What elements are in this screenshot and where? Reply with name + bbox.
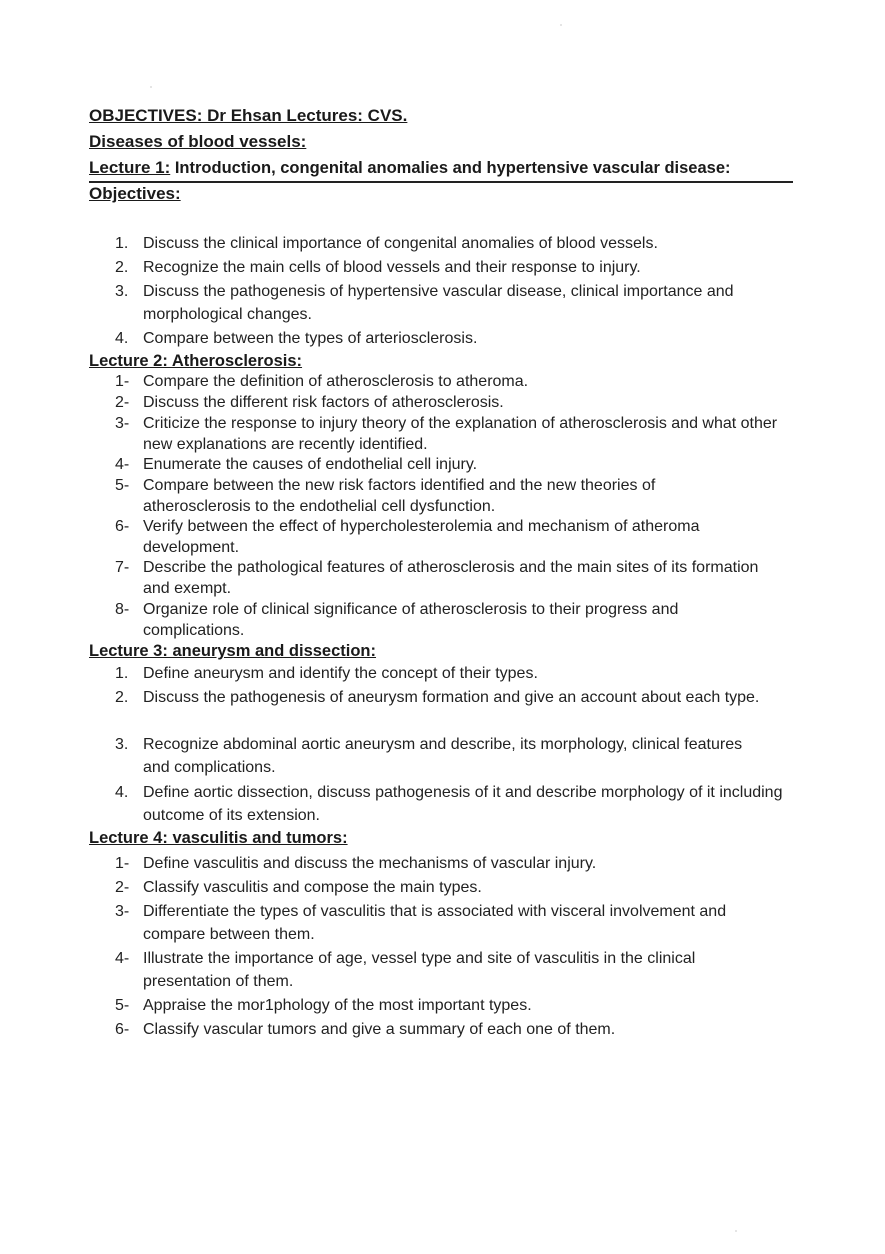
item-number: 4. [115,330,129,347]
item-text: Classify vasculitis and compose the main types. [143,879,482,896]
item-text: Discuss the pathogenesis of hypertensive vascular disease, clinical importance and morphological changes. [143,283,734,323]
item-text: Criticize the response to injury theory of the explanation of atherosclerosis and what other new explanations are recently identified. [143,415,778,453]
item-number: 2. [115,689,129,706]
item-number: 1- [115,855,130,872]
item-text: Discuss the different risk factors of atherosclerosis. [143,394,504,411]
item-number: 1- [115,373,130,390]
item-text: Enumerate the causes of endothelial cell injury. [143,456,478,473]
item-number: 2. [115,259,129,276]
item-number: 3. [115,736,129,753]
item-number: 1. [115,235,129,252]
item-text: Compare between the new risk factors identified and the new theories of atherosclerosis to the endothelial cell dysfunction. [143,477,656,515]
item-text: Discuss the pathogenesis of aneurysm formation and give an account about each type. [143,689,760,706]
lecture-1-heading [89,158,731,178]
item-text: Differentiate the types of vasculitis that is associated with visceral involvement and compare between them. [143,903,727,943]
objectives-label: Objectives: [89,184,181,203]
item-text: Classify vascular tumors and give a summary of each one of them. [143,1021,616,1038]
lecture-3-heading: Lecture 3: aneurysm and dissection: [89,642,377,660]
scan-speck [735,1230,737,1232]
item-text: Discuss the clinical importance of congenital anomalies of blood vessels. [143,235,658,252]
item-number: 2- [115,879,130,896]
item-text: Define vasculitis and discuss the mechanisms of vascular injury. [143,855,597,872]
document-title: OBJECTIVES: Dr Ehsan Lectures: CVS. [89,106,408,125]
lecture-1-label: Lecture 1: [89,158,171,177]
document-subtitle: Diseases of blood vessels: [89,132,307,151]
item-text: Illustrate the importance of age, vessel type and site of vasculitis in the clinical presentation of them. [143,950,696,990]
item-number: 3- [115,903,130,920]
item-text: Define aortic dissection, discuss pathogenesis of it and describe morphology of it including outcome of its extension. [143,784,783,824]
item-text: Verify between the effect of hypercholesterolemia and mechanism of atheroma development. [143,518,700,556]
item-text: Compare the definition of atherosclerosis to atheroma. [143,373,529,390]
item-text: Organize role of clinical significance of atherosclerosis to their progress and complications. [143,601,679,639]
item-number: 7- [115,559,130,576]
item-number: 6- [115,518,130,535]
heading-underline-rule [89,181,793,183]
item-text: Compare between the types of arteriosclerosis. [143,330,478,347]
item-text: Appraise the mor1phology of the most important types. [143,997,532,1014]
item-text: Define aneurysm and identify the concept of their types. [143,665,538,682]
scan-speck [150,86,152,88]
item-number: 5- [115,477,130,494]
lecture-1-title: Introduction, congenital anomalies and hypertensive vascular disease: [170,159,731,177]
item-number: 3. [115,283,129,300]
item-text: Describe the pathological features of atherosclerosis and the main sites of its formation and exempt. [143,559,759,597]
scan-speck [560,24,562,26]
lecture-4-heading: Lecture 4: vasculitis and tumors: [89,829,348,847]
item-number: 5- [115,997,130,1014]
item-text: Recognize abdominal aortic aneurysm and describe, its morphology, clinical features and complications. [143,736,743,776]
lecture-2-heading: Lecture 2: Atherosclerosis: [89,352,303,370]
item-number: 4. [115,784,129,801]
item-number: 1. [115,665,129,682]
item-number: 6- [115,1021,130,1038]
item-number: 8- [115,601,130,618]
item-text: Recognize the main cells of blood vessels and their response to injury. [143,259,641,276]
item-number: 2- [115,394,130,411]
item-number: 4- [115,950,130,967]
item-number: 3- [115,415,130,432]
item-number: 4- [115,456,130,473]
